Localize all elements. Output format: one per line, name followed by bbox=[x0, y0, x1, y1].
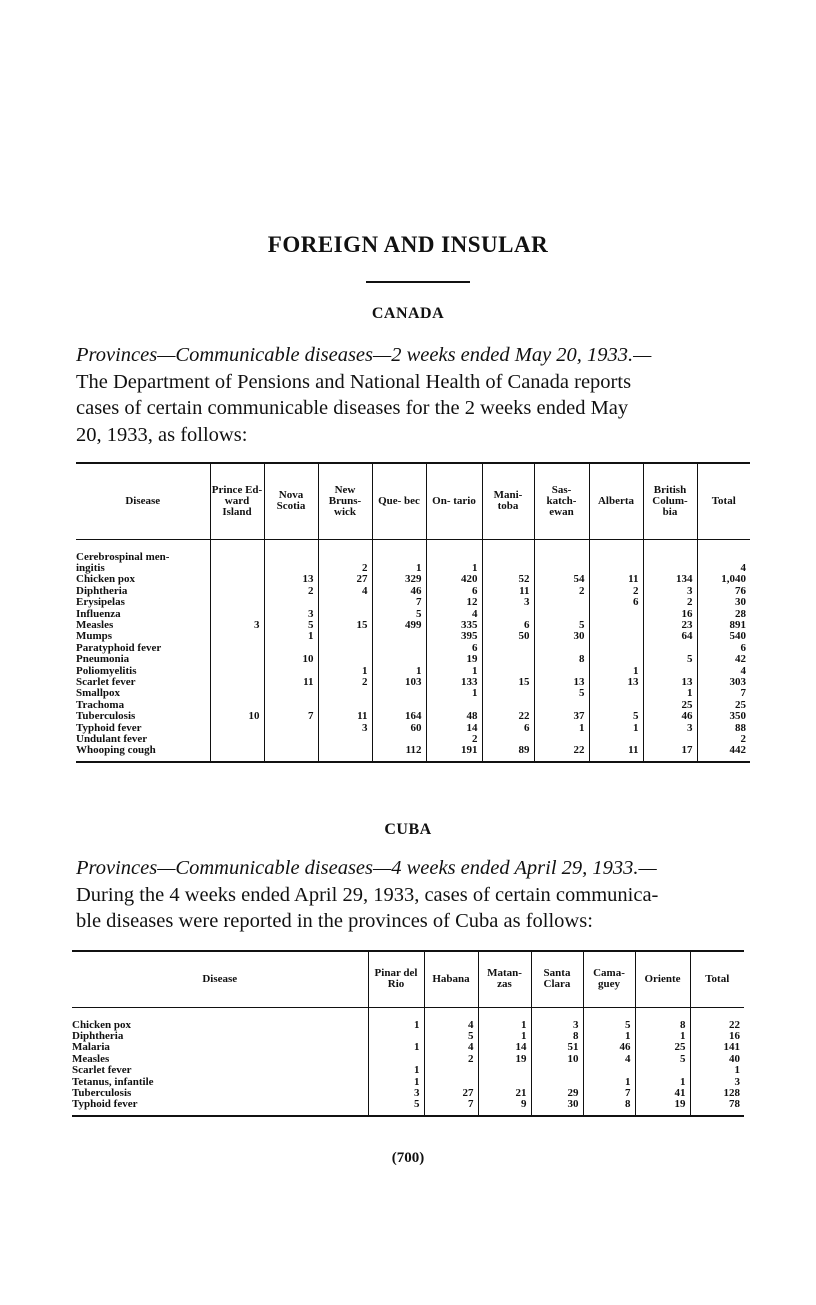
page-number: (700) bbox=[391, 1150, 425, 1166]
canada-intro bbox=[76, 342, 756, 448]
disease-name: Scarlet fever bbox=[72, 1064, 132, 1077]
table-row bbox=[76, 654, 750, 665]
disease-name: Measles bbox=[72, 1052, 110, 1065]
table-row bbox=[76, 597, 750, 608]
case-count bbox=[264, 723, 318, 734]
case-count: 4 bbox=[424, 1020, 478, 1031]
case-count: 7 bbox=[583, 1088, 635, 1099]
case-count: 164 bbox=[372, 711, 426, 722]
disease-name: Diphtheria bbox=[72, 1029, 124, 1042]
case-count: 9 bbox=[478, 1099, 531, 1110]
case-count: 133 bbox=[426, 677, 482, 688]
case-count: 25 bbox=[643, 700, 697, 711]
title-rule bbox=[366, 281, 470, 283]
cuba-col-header: Oriente bbox=[635, 951, 690, 1007]
case-count: 442 bbox=[697, 745, 750, 756]
case-count: 5 bbox=[264, 620, 318, 631]
cuba-line-2: ble diseases were reported in the provinces of Cuba as follows: bbox=[76, 910, 593, 932]
case-count bbox=[583, 1065, 635, 1076]
case-count: 30 bbox=[531, 1099, 583, 1110]
case-count: 2 bbox=[697, 734, 750, 745]
case-count: 10 bbox=[264, 654, 318, 665]
case-count: 2 bbox=[264, 586, 318, 597]
case-count: 12 bbox=[426, 597, 482, 608]
cuba-table bbox=[72, 950, 744, 1117]
case-count: 1 bbox=[478, 1031, 531, 1042]
case-count: 1 bbox=[589, 666, 643, 677]
disease-name: Tuberculosis bbox=[76, 710, 136, 723]
disease-name: Smallpox bbox=[76, 687, 121, 700]
case-count bbox=[589, 620, 643, 631]
disease-name: Cerebrospinal men- bbox=[76, 550, 170, 563]
table-row bbox=[76, 631, 750, 642]
case-count bbox=[372, 654, 426, 665]
case-count bbox=[210, 723, 264, 734]
case-count: 3 bbox=[690, 1077, 744, 1088]
case-count bbox=[589, 688, 643, 699]
case-count: 11 bbox=[589, 574, 643, 585]
case-count: 350 bbox=[697, 711, 750, 722]
disease-name: Chicken pox bbox=[76, 573, 135, 586]
case-count: 5 bbox=[424, 1031, 478, 1042]
case-count: 7 bbox=[372, 597, 426, 608]
case-count bbox=[318, 643, 372, 654]
case-count: 1 bbox=[583, 1031, 635, 1042]
case-count: 89 bbox=[482, 745, 534, 756]
case-count: 11 bbox=[482, 586, 534, 597]
case-count bbox=[589, 643, 643, 654]
case-count: 6 bbox=[589, 597, 643, 608]
case-count: 16 bbox=[690, 1031, 744, 1042]
case-count: 1 bbox=[426, 688, 482, 699]
case-count: 1 bbox=[368, 1042, 424, 1053]
canada-line-2: cases of certain communicable diseases for the 2 weeks ended May bbox=[76, 397, 629, 419]
case-count: 5 bbox=[583, 1020, 635, 1031]
case-count: 891 bbox=[697, 620, 750, 631]
table-row bbox=[76, 643, 750, 654]
case-count bbox=[210, 574, 264, 585]
case-count bbox=[635, 1065, 690, 1076]
case-count: 2 bbox=[318, 563, 372, 574]
case-count: 3 bbox=[318, 723, 372, 734]
case-count: 191 bbox=[426, 745, 482, 756]
disease-name: Trachoma bbox=[76, 698, 125, 711]
case-count: 329 bbox=[372, 574, 426, 585]
case-count: 78 bbox=[690, 1099, 744, 1110]
cuba-heading: CUBA bbox=[384, 821, 432, 838]
case-count bbox=[372, 631, 426, 642]
canada-col-header: Nova Scotia bbox=[264, 463, 318, 539]
canada-col-header: British Colum- bia bbox=[643, 463, 697, 539]
case-count: 15 bbox=[482, 677, 534, 688]
case-count: 499 bbox=[372, 620, 426, 631]
case-count: 11 bbox=[318, 711, 372, 722]
case-count bbox=[589, 631, 643, 642]
case-count: 540 bbox=[697, 631, 750, 642]
case-count: 5 bbox=[372, 609, 426, 620]
disease-name: ingitis bbox=[76, 561, 105, 574]
disease-name: Chicken pox bbox=[72, 1018, 131, 1031]
disease-name: Typhoid fever bbox=[72, 1098, 138, 1111]
table-row bbox=[76, 723, 750, 734]
table-row bbox=[76, 711, 750, 722]
case-count bbox=[534, 597, 589, 608]
case-count: 5 bbox=[589, 711, 643, 722]
case-count bbox=[482, 654, 534, 665]
case-count bbox=[318, 654, 372, 665]
case-count: 3 bbox=[531, 1020, 583, 1031]
table-row bbox=[76, 586, 750, 597]
case-count: 2 bbox=[426, 734, 482, 745]
case-count: 27 bbox=[424, 1088, 478, 1099]
cuba-col-header: Habana bbox=[424, 951, 478, 1007]
case-count: 8 bbox=[635, 1020, 690, 1031]
cuba-col-header: Cama- guey bbox=[583, 951, 635, 1007]
case-count: 4 bbox=[697, 666, 750, 677]
case-count bbox=[531, 1065, 583, 1076]
case-count: 21 bbox=[478, 1088, 531, 1099]
case-count: 46 bbox=[372, 586, 426, 597]
disease-name: Typhoid fever bbox=[76, 721, 142, 734]
case-count bbox=[589, 609, 643, 620]
table-row bbox=[72, 1065, 744, 1076]
table-row bbox=[76, 552, 750, 563]
canada-col-header: Disease bbox=[76, 463, 210, 539]
table-row bbox=[76, 620, 750, 631]
case-count: 303 bbox=[697, 677, 750, 688]
disease-name: Pneumonia bbox=[76, 653, 130, 666]
canada-col-header: Sas- katch- ewan bbox=[534, 463, 589, 539]
case-count: 22 bbox=[482, 711, 534, 722]
case-count bbox=[482, 643, 534, 654]
case-count: 1 bbox=[264, 631, 318, 642]
case-count: 1 bbox=[372, 666, 426, 677]
table-row bbox=[72, 1031, 744, 1042]
case-count bbox=[210, 643, 264, 654]
case-count: 11 bbox=[589, 745, 643, 756]
cuba-col-header: Pinar del Rio bbox=[368, 951, 424, 1007]
case-count: 335 bbox=[426, 620, 482, 631]
case-count: 2 bbox=[424, 1054, 478, 1065]
case-count: 3 bbox=[643, 586, 697, 597]
case-count bbox=[210, 677, 264, 688]
case-count: 15 bbox=[318, 620, 372, 631]
case-count: 17 bbox=[643, 745, 697, 756]
disease-name: Scarlet fever bbox=[76, 675, 136, 688]
case-count bbox=[318, 597, 372, 608]
case-count: 5 bbox=[368, 1099, 424, 1110]
case-count: 22 bbox=[534, 745, 589, 756]
disease-name: Erysipelas bbox=[76, 596, 125, 609]
case-count: 5 bbox=[534, 620, 589, 631]
case-count: 11 bbox=[264, 677, 318, 688]
case-count: 1 bbox=[368, 1020, 424, 1031]
disease-name: Tetanus, infantile bbox=[72, 1075, 154, 1088]
table-row bbox=[76, 677, 750, 688]
case-count bbox=[372, 688, 426, 699]
case-count: 4 bbox=[697, 563, 750, 574]
case-count bbox=[264, 552, 318, 563]
case-count: 112 bbox=[372, 745, 426, 756]
canada-col-header: Total bbox=[697, 463, 750, 539]
canada-line-1: The Department of Pensions and National Health of Canada reports bbox=[76, 370, 632, 393]
case-count: 42 bbox=[697, 654, 750, 665]
cuba-col-header: Matan- zas bbox=[478, 951, 531, 1007]
case-count: 420 bbox=[426, 574, 482, 585]
case-count bbox=[210, 734, 264, 745]
cuba-lead: Provinces—Communicable diseases—4 weeks ended April 29, 1933.— bbox=[76, 857, 657, 879]
disease-name: Poliomyelitis bbox=[76, 664, 137, 677]
case-count: 19 bbox=[635, 1099, 690, 1110]
canada-lead: Provinces—Communicable diseases—2 weeks ended May 20, 1933.— bbox=[76, 344, 652, 366]
case-count: 60 bbox=[372, 723, 426, 734]
case-count: 14 bbox=[478, 1042, 531, 1053]
case-count: 30 bbox=[534, 631, 589, 642]
case-count: 7 bbox=[697, 688, 750, 699]
case-count: 6 bbox=[482, 620, 534, 631]
case-count: 1 bbox=[643, 688, 697, 699]
disease-name: Paratyphoid fever bbox=[76, 641, 162, 654]
case-count bbox=[589, 654, 643, 665]
case-count: 19 bbox=[426, 654, 482, 665]
case-count: 19 bbox=[478, 1054, 531, 1065]
case-count bbox=[210, 745, 264, 756]
case-count: 7 bbox=[264, 711, 318, 722]
case-count: 1 bbox=[426, 563, 482, 574]
case-count: 3 bbox=[643, 723, 697, 734]
page-title: FOREIGN AND INSULAR bbox=[267, 232, 549, 257]
case-count bbox=[210, 552, 264, 563]
cuba-col-header: Disease bbox=[72, 951, 368, 1007]
case-count: 10 bbox=[531, 1054, 583, 1065]
case-count: 46 bbox=[643, 711, 697, 722]
table-row bbox=[76, 688, 750, 699]
case-count: 51 bbox=[531, 1042, 583, 1053]
table-row bbox=[76, 574, 750, 585]
table-row bbox=[72, 1054, 744, 1065]
case-count: 128 bbox=[690, 1088, 744, 1099]
case-count: 1 bbox=[635, 1031, 690, 1042]
case-count bbox=[210, 563, 264, 574]
case-count bbox=[482, 688, 534, 699]
case-count: 29 bbox=[531, 1088, 583, 1099]
table-row bbox=[76, 745, 750, 756]
disease-name: Tuberculosis bbox=[72, 1086, 132, 1099]
disease-name: Whooping cough bbox=[76, 744, 156, 757]
case-count bbox=[264, 734, 318, 745]
case-count: 8 bbox=[531, 1031, 583, 1042]
case-count: 5 bbox=[643, 654, 697, 665]
case-count: 23 bbox=[643, 620, 697, 631]
case-count: 2 bbox=[318, 677, 372, 688]
cuba-line-1: During the 4 weeks ended April 29, 1933, cases of certain communica- bbox=[76, 883, 659, 906]
table-row bbox=[72, 1042, 744, 1053]
canada-col-header: Prince Ed- ward Island bbox=[210, 463, 264, 539]
disease-name: Undulant fever bbox=[76, 733, 148, 745]
case-count: 14 bbox=[426, 723, 482, 734]
case-count: 25 bbox=[697, 700, 750, 711]
case-count: 1 bbox=[635, 1077, 690, 1088]
case-count: 1 bbox=[690, 1065, 744, 1076]
case-count: 7 bbox=[424, 1099, 478, 1110]
table-row bbox=[72, 1077, 744, 1088]
case-count: 40 bbox=[690, 1054, 744, 1065]
case-count bbox=[534, 552, 589, 563]
case-count: 13 bbox=[264, 574, 318, 585]
canada-table bbox=[76, 462, 750, 763]
case-count: 5 bbox=[635, 1054, 690, 1065]
case-count bbox=[482, 552, 534, 563]
case-count: 6 bbox=[482, 723, 534, 734]
case-count: 4 bbox=[426, 609, 482, 620]
case-count bbox=[372, 643, 426, 654]
case-count: 2 bbox=[534, 586, 589, 597]
case-count: 4 bbox=[424, 1042, 478, 1053]
case-count bbox=[424, 1065, 478, 1076]
case-count: 3 bbox=[482, 597, 534, 608]
canada-col-header: Alberta bbox=[589, 463, 643, 539]
case-count: 1 bbox=[583, 1077, 635, 1088]
case-count: 37 bbox=[534, 711, 589, 722]
cuba-col-header: Santa Clara bbox=[531, 951, 583, 1007]
case-count bbox=[318, 734, 372, 745]
case-count bbox=[318, 745, 372, 756]
case-count bbox=[643, 552, 697, 563]
case-count: 6 bbox=[426, 643, 482, 654]
case-count: 88 bbox=[697, 723, 750, 734]
canada-col-header: New Bruns- wick bbox=[318, 463, 372, 539]
canada-col-header: Que- bec bbox=[372, 463, 426, 539]
case-count bbox=[264, 745, 318, 756]
case-count: 41 bbox=[635, 1088, 690, 1099]
case-count: 22 bbox=[690, 1020, 744, 1031]
table-row bbox=[72, 1088, 744, 1099]
case-count: 4 bbox=[318, 586, 372, 597]
case-count bbox=[264, 597, 318, 608]
case-count: 141 bbox=[690, 1042, 744, 1053]
case-count: 3 bbox=[264, 609, 318, 620]
table-row bbox=[72, 1099, 744, 1110]
case-count bbox=[210, 688, 264, 699]
canada-line-3: 20, 1933, as follows: bbox=[76, 423, 248, 446]
case-count: 8 bbox=[534, 654, 589, 665]
case-count bbox=[210, 597, 264, 608]
case-count: 54 bbox=[534, 574, 589, 585]
canada-col-header: Mani- toba bbox=[482, 463, 534, 539]
case-count: 28 bbox=[697, 609, 750, 620]
case-count: 1 bbox=[368, 1065, 424, 1076]
case-count: 30 bbox=[697, 597, 750, 608]
case-count: 1 bbox=[534, 723, 589, 734]
case-count bbox=[210, 666, 264, 677]
case-count: 1 bbox=[368, 1077, 424, 1088]
case-count: 1 bbox=[318, 666, 372, 677]
case-count: 1 bbox=[372, 563, 426, 574]
case-count: 10 bbox=[210, 711, 264, 722]
disease-name: Influenza bbox=[76, 607, 121, 620]
case-count: 395 bbox=[426, 631, 482, 642]
canada-col-header: On- tario bbox=[426, 463, 482, 539]
case-count: 46 bbox=[583, 1042, 635, 1053]
case-count: 52 bbox=[482, 574, 534, 585]
case-count: 1 bbox=[478, 1020, 531, 1031]
case-count: 4 bbox=[583, 1054, 635, 1065]
case-count bbox=[210, 654, 264, 665]
case-count bbox=[210, 586, 264, 597]
case-count: 3 bbox=[210, 620, 264, 631]
disease-name: Mumps bbox=[76, 630, 113, 643]
case-count: 76 bbox=[697, 586, 750, 597]
disease-name: Malaria bbox=[72, 1041, 110, 1054]
case-count: 48 bbox=[426, 711, 482, 722]
case-count: 6 bbox=[697, 643, 750, 654]
case-count bbox=[589, 552, 643, 563]
case-count: 25 bbox=[635, 1042, 690, 1053]
cuba-col-header: Total bbox=[690, 951, 744, 1007]
case-count bbox=[478, 1065, 531, 1076]
case-count: 5 bbox=[534, 688, 589, 699]
case-count: 1 bbox=[589, 723, 643, 734]
case-count: 64 bbox=[643, 631, 697, 642]
case-count: 1 bbox=[426, 666, 482, 677]
case-count: 13 bbox=[589, 677, 643, 688]
disease-name: Measles bbox=[76, 618, 114, 631]
case-count: 13 bbox=[534, 677, 589, 688]
disease-name: Diphtheria bbox=[76, 584, 128, 597]
case-count: 134 bbox=[643, 574, 697, 585]
case-count bbox=[318, 688, 372, 699]
case-count: 8 bbox=[583, 1099, 635, 1110]
case-count: 1,040 bbox=[697, 574, 750, 585]
case-count bbox=[264, 688, 318, 699]
canada-heading: CANADA bbox=[371, 305, 445, 322]
cuba-intro bbox=[76, 855, 756, 935]
case-count bbox=[210, 631, 264, 642]
case-count: 6 bbox=[426, 586, 482, 597]
case-count: 13 bbox=[643, 677, 697, 688]
case-count bbox=[318, 631, 372, 642]
case-count: 2 bbox=[589, 586, 643, 597]
case-count: 3 bbox=[368, 1088, 424, 1099]
case-count: 103 bbox=[372, 677, 426, 688]
table-row bbox=[72, 1020, 744, 1031]
case-count: 27 bbox=[318, 574, 372, 585]
case-count: 16 bbox=[643, 609, 697, 620]
case-count: 2 bbox=[643, 597, 697, 608]
case-count: 50 bbox=[482, 631, 534, 642]
